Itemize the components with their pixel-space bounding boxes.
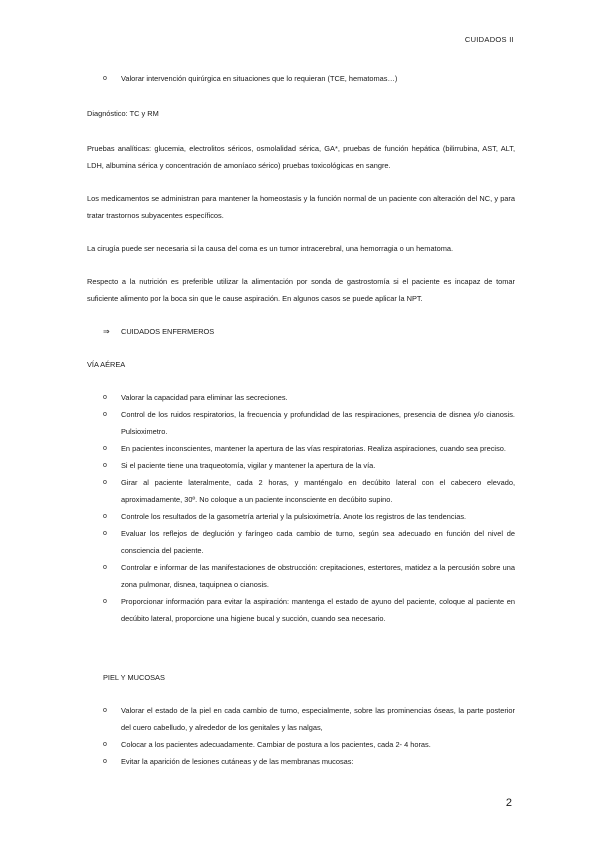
list-item (87, 736, 515, 753)
page-number: 2 (505, 797, 512, 809)
document-body (87, 70, 515, 770)
list-item-text: Control de los ruidos respiratorios, la frecuencia y profundidad de las respiraciones, presencia de disnea y/o cianosis. Pulsioximetro. (121, 410, 515, 436)
arrow-icon: ⇒ (103, 327, 110, 336)
bullet-marker: o (103, 530, 107, 537)
list-item (87, 389, 515, 406)
list-item-text: Controlar e informar de las manifestaciones de obstrucción: crepitaciones, estertores, matidez a la percusión sobre una zona pulmonar, disnea, taquipnea o cianosis. (121, 563, 515, 589)
list-item-text: Proporcionar información para evitar la aspiración: mantenga el estado de ayuno del paciente, coloque al paciente en decúbito lateral, proporcione una higiene bucal y succión, cuando sea necesario. (121, 597, 515, 623)
lab-tests-paragraph: Pruebas analíticas: glucemia, electrolitos séricos, osmolalidad sérica, GA*, pruebas de función hepática (bilirrubina, AST, ALT, LDH, albumina sérica y concentración de amoníaco sérico) pruebas toxicológicas en sangre. (87, 144, 515, 170)
list-item (87, 70, 515, 87)
list-item-text: Colocar a los pacientes adecuadamente. Cambiar de postura a los pacientes, cada 2- 4 horas. (121, 740, 431, 749)
bullet-marker: o (103, 564, 107, 571)
medications-paragraph: Los medicamentos se administran para mantener la homeostasis y la función normal de un paciente con alteración del NC, y para tratar trastornos subyacentes específicos. (87, 194, 515, 220)
nutrition-paragraph: Respecto a la nutrición es preferible utilizar la alimentación por sonda de gastrostomía si el paciente es incapaz de tomar suficiente alimento por la boca sin que le cause aspiración. En algunos casos se puede aplicar la NPT. (87, 277, 515, 303)
list-item-text: Evitar la aparición de lesiones cutáneas y de las membranas mucosas: (121, 757, 354, 766)
list-item-text: Si el paciente tiene una traqueotomía, vigilar y mantener la apertura de la vía. (121, 461, 376, 470)
list-item (87, 457, 515, 474)
section-heading-cuidados (87, 323, 515, 340)
bullet-marker: o (103, 479, 107, 486)
list-item (87, 508, 515, 525)
subsection-heading-via-aerea: VÍA AÉREA (87, 360, 126, 369)
bullet-marker: o (103, 598, 107, 605)
list-item (87, 406, 515, 440)
bullet-marker: o (103, 741, 107, 748)
list-item-text: Valorar intervención quirúrgica en situaciones que lo requieran (TCE, hematomas…) (121, 74, 398, 83)
bullet-marker: o (103, 445, 107, 452)
page-header: CUIDADOS II (464, 35, 514, 44)
bullet-marker: o (103, 411, 107, 418)
list-item-text: Controle los resultados de la gasometría arterial y la pulsioximetría. Anote los registros de las tendencias. (121, 512, 467, 521)
list-item (87, 593, 515, 627)
list-item (87, 559, 515, 593)
bullet-marker: o (103, 75, 107, 82)
list-item-text: Evaluar los reflejos de deglución y faríngeo cada cambio de turno, según sea adecuado en función del nivel de consciencia del paciente. (121, 529, 515, 555)
list-item (87, 525, 515, 559)
list-item-text: Valorar el estado de la piel en cada cambio de turno, especialmente, sobre las prominencias óseas, la parte posterior del cuero cabelludo, y alrededor de los genitales y las nalgas, (121, 706, 515, 732)
bullet-marker: o (103, 462, 107, 469)
bullet-marker: o (103, 394, 107, 401)
bullet-marker: o (103, 707, 107, 714)
via-aerea-list (87, 389, 515, 627)
list-item (87, 753, 515, 770)
list-item-text: Valorar la capacidad para eliminar las secreciones. (121, 393, 288, 402)
diagnosis-paragraph: Diagnóstico: TC y RM (87, 109, 159, 118)
bullet-marker: o (103, 513, 107, 520)
bullet-marker: o (103, 758, 107, 765)
list-item-text: Girar al paciente lateralmente, cada 2 horas, y manténgalo en decúbito lateral con el cabecero elevado, aproximadamente, 30º. No coloque a un paciente inconsciente en decúbito supino. (121, 478, 515, 504)
subsection-heading-piel: PIEL Y MUCOSAS (103, 673, 165, 682)
list-item-text: En pacientes inconscientes, mantener la apertura de las vías respiratorias. Realiza aspiraciones, cuando sea preciso. (121, 444, 506, 453)
surgery-paragraph: La cirugía puede ser necesaria si la causa del coma es un tumor intracerebral, una hemorragia o un hematoma. (87, 244, 454, 253)
piel-list (87, 702, 515, 770)
section-heading-label: CUIDADOS ENFERMEROS (121, 327, 215, 336)
list-item (87, 440, 515, 457)
list-item (87, 474, 515, 508)
list-item (87, 702, 515, 736)
